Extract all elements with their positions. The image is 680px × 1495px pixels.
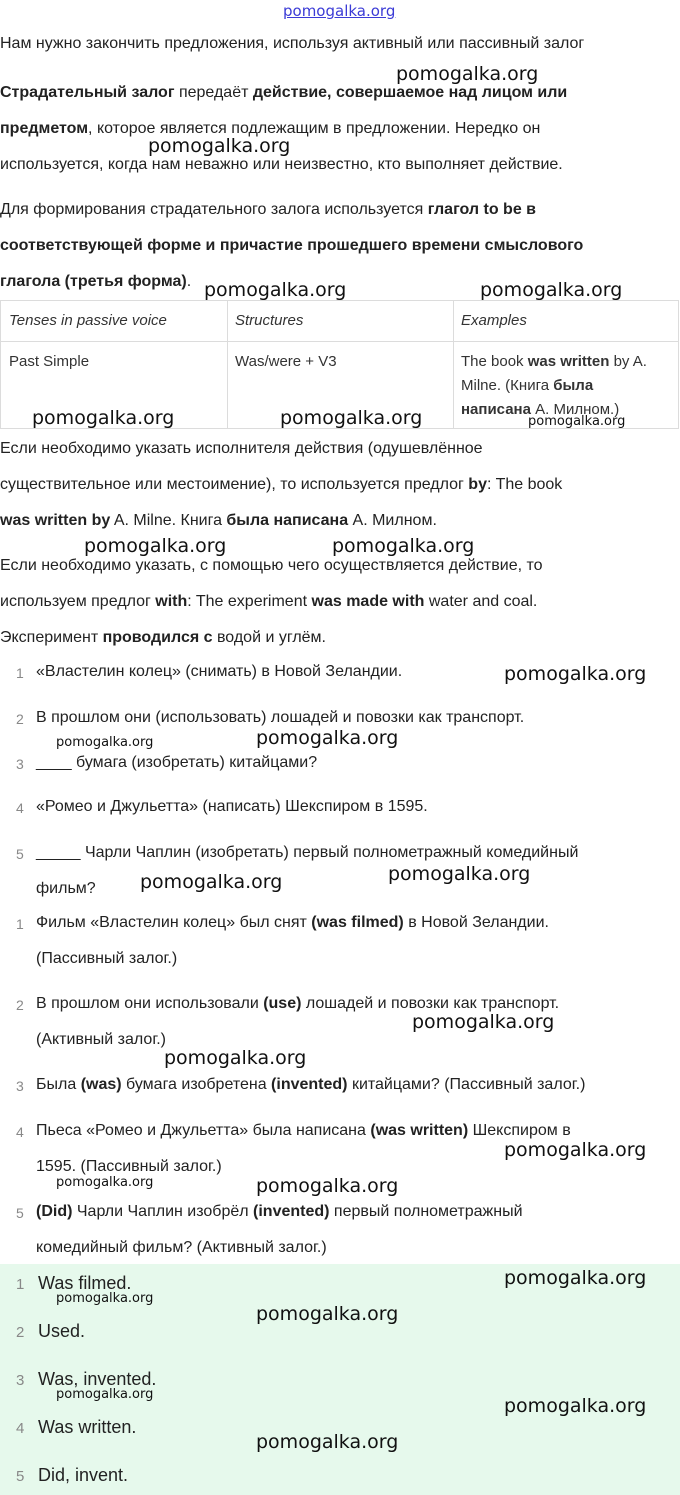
watermark-text: pomogalka.org [388, 863, 531, 885]
watermark-text: pomogalka.org [256, 1175, 399, 1197]
solution-item-continuation: (Пассивный залог.) [36, 950, 178, 967]
table-header-examples: Examples [461, 312, 527, 329]
answer-item: Did, invent. [38, 1465, 129, 1485]
solution-item: Фильм «Властелин колец» был снят (was filmed) в Новой Зеландии. [36, 914, 549, 931]
watermark-text: pomogalka.org [56, 735, 154, 750]
agent-line-3: was written by A. Milne. Книга была написана А. Милном. [0, 512, 437, 529]
watermark-text: pomogalka.org [504, 663, 647, 685]
watermark-text: pomogalka.org [256, 1431, 399, 1453]
table-header-tenses: Tenses in passive voice [9, 312, 167, 329]
watermark-text: pomogalka.org [164, 1047, 307, 1069]
task-number: 5 [16, 846, 24, 862]
solution-item: Пьеса «Ромео и Джульетта» была написана (was written) Шекспиром в [36, 1122, 571, 1139]
solution-item: В прошлом они использовали (use) лошадей и повозки как транспорт. [36, 995, 560, 1012]
solution-item-continuation: 1595. (Пассивный залог.) [36, 1158, 222, 1175]
table-header-structures: Structures [235, 312, 304, 329]
task-item: В прошлом они (использовать) лошадей и повозки как транспорт. [36, 709, 525, 726]
answer-item: Was filmed. [38, 1273, 132, 1293]
formation-line-1: Для формирования страдательного залога используется глагол to be в [0, 201, 536, 218]
passive-def-line-2: предметом, которое является подлежащим в предложении. Нередко он [0, 120, 541, 137]
answer-number: 5 [16, 1468, 25, 1485]
solution-number: 4 [16, 1124, 24, 1140]
watermark-text: pomogalka.org [256, 727, 399, 749]
task-item: «Ромео и Джульетта» (написать) Шекспиром в 1595. [36, 798, 428, 815]
solution-item: Была (was) бумага изобретена (invented) китайцами? (Пассивный залог.) [36, 1076, 586, 1093]
watermark-text: pomogalka.org [528, 414, 626, 429]
task-item-continuation: фильм? [36, 880, 96, 897]
watermark-text: pomogalka.org [280, 407, 423, 429]
table-divider [453, 301, 454, 428]
watermark-text: pomogalka.org [56, 1291, 154, 1306]
formation-line-3: глагола (третья форма). [0, 273, 192, 290]
watermark-text: pomogalka.org [480, 279, 623, 301]
agent-line-2: существительное или местоимение), то используется предлог by: The book [0, 476, 563, 493]
table-cell-structure: Was/were + V3 [235, 353, 337, 370]
formation-line-2: соответствующей форме и причастие прошедшего времени смыслового [0, 237, 584, 254]
solution-item: (Did) Чарли Чаплин изобрёл (invented) первый полнометражный [36, 1203, 523, 1220]
watermark-text: pomogalka.org [204, 279, 347, 301]
passive-def-line-1: Страдательный залог передаёт действие, совершаемое над лицом или [0, 84, 568, 101]
table-cell-example-line-3: написана А. Милном.) [461, 401, 620, 418]
task-number: 2 [16, 711, 24, 727]
watermark-text: pomogalka.org [56, 1387, 154, 1402]
watermark-top-link[interactable]: pomogalka.org [283, 2, 396, 20]
task-item: «Властелин колец» (снимать) в Новой Зеландии. [36, 663, 403, 680]
table-cell-tense: Past Simple [9, 353, 90, 370]
solution-number: 5 [16, 1205, 24, 1221]
table-cell-example-line-1: The book was written by A. [461, 353, 647, 370]
instrument-line-2: используем предлог with: The experiment was made with water and coal. [0, 593, 538, 610]
watermark-text: pomogalka.org [504, 1395, 647, 1417]
task-number: 3 [16, 756, 24, 772]
agent-line-1: Если необходимо указать исполнителя действия (одушевлённое [0, 440, 483, 457]
answer-item: Was written. [38, 1417, 137, 1437]
watermark-text: pomogalka.org [396, 63, 539, 85]
watermark-text: pomogalka.org [504, 1267, 647, 1289]
watermark-text: pomogalka.org [332, 535, 475, 557]
watermark-text: pomogalka.org [504, 1139, 647, 1161]
answer-number: 3 [16, 1372, 25, 1389]
instrument-line-3: Эксперимент проводился с водой и углём. [0, 629, 326, 646]
watermark-text: pomogalka.org [148, 135, 291, 157]
answer-item: Used. [38, 1321, 86, 1341]
instrument-line-1: Если необходимо указать, с помощью чего осуществляется действие, то [0, 557, 543, 574]
watermark-text: pomogalka.org [56, 1175, 154, 1190]
answer-number: 4 [16, 1420, 25, 1437]
watermark-text: pomogalka.org [84, 535, 227, 557]
answer-number: 2 [16, 1324, 25, 1341]
solution-number: 2 [16, 997, 24, 1013]
watermark-text: pomogalka.org [32, 407, 175, 429]
watermark-text: pomogalka.org [140, 871, 283, 893]
table-cell-example-line-2: Milne. (Книга была [461, 377, 594, 394]
watermark-text: pomogalka.org [412, 1011, 555, 1033]
watermark-text: pomogalka.org [256, 1303, 399, 1325]
task-number: 4 [16, 800, 24, 816]
solution-number: 1 [16, 916, 24, 932]
answer-number: 1 [16, 1276, 25, 1293]
task-number: 1 [16, 665, 24, 681]
passive-def-line-3: используется, когда нам неважно или неизвестно, кто выполняет действие. [0, 156, 563, 173]
task-item: ____ бумага (изобретать) китайцами? [36, 754, 318, 771]
solution-item-continuation: (Активный залог.) [36, 1031, 166, 1048]
solution-number: 3 [16, 1078, 24, 1094]
table-divider [227, 301, 228, 428]
task-item: _____ Чарли Чаплин (изобретать) первый полнометражный комедийный [36, 844, 579, 861]
solution-item-continuation: комедийный фильм? (Активный залог.) [36, 1239, 327, 1256]
answer-item: Was, invented. [38, 1369, 157, 1389]
intro-text: Нам нужно закончить предложения, используя активный или пассивный залог [0, 35, 585, 52]
